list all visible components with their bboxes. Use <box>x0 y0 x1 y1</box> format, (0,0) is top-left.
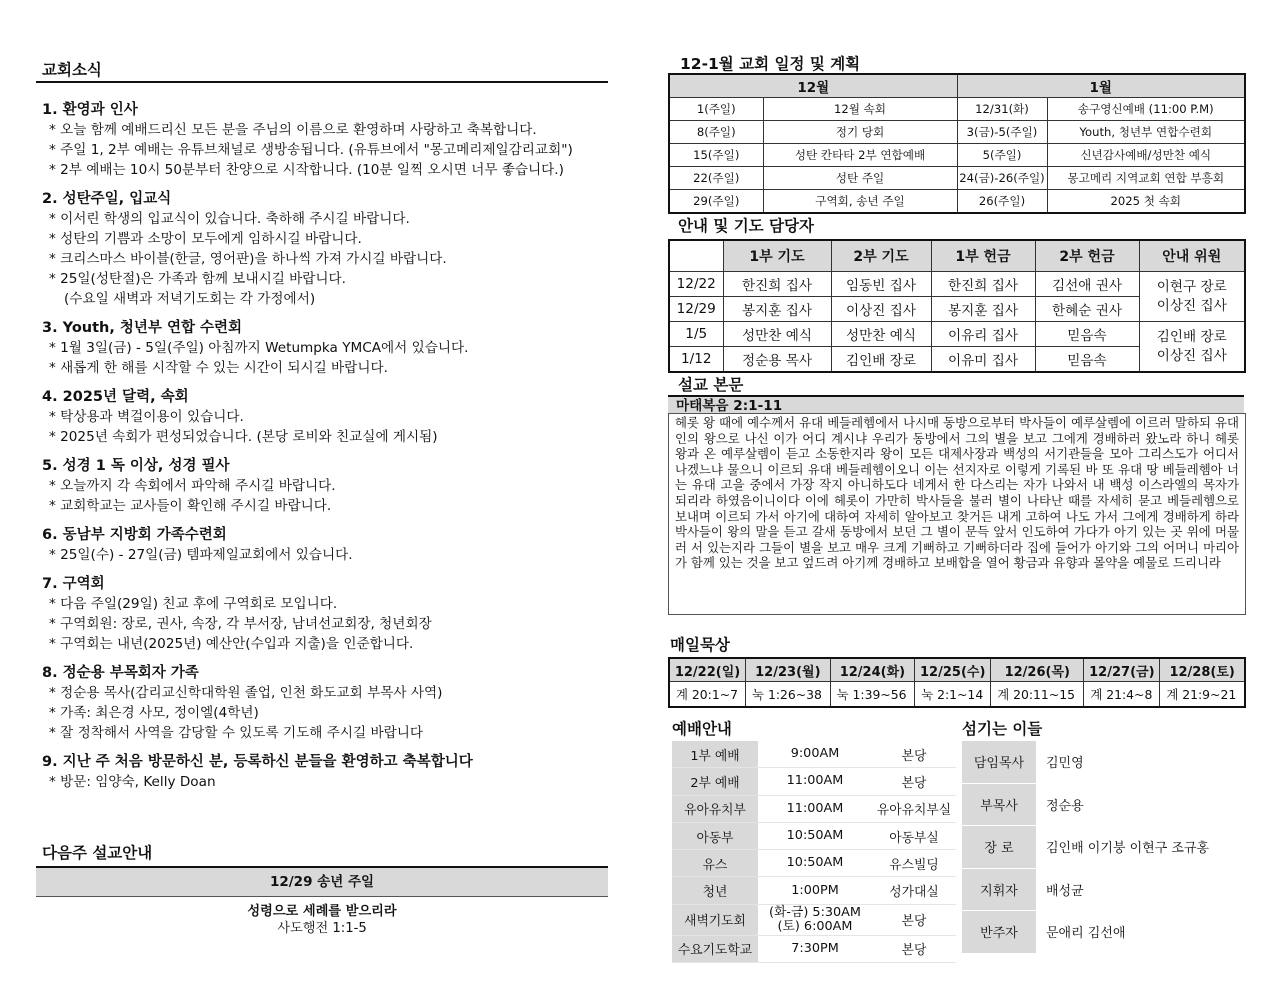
schedule-cell: 몽고메리 지역교회 연합 부흥회 <box>1047 167 1245 190</box>
schedule-cell: 신년감사예배/성만찬 예식 <box>1047 144 1245 167</box>
worship-name: 유스 <box>672 850 758 877</box>
schedule-cell: 송구영신예배 (11:00 P.M) <box>1047 98 1245 121</box>
news-section-line: * 주일 1, 2부 예배는 유튜브채널로 생방송됩니다. (유튜브에서 "몽고메리제일감리교회") <box>49 142 573 158</box>
prayer-cell: 12/22 <box>669 272 723 297</box>
prayer-cell: 이유리 집사 <box>931 322 1035 347</box>
news-section-heading: 9. 지난 주 처음 방문하신 분, 등록하신 분들을 환영하고 축복합니다 <box>42 754 473 770</box>
prayer-cell: 한혜순 권사 <box>1035 297 1139 322</box>
news-section-line: * 구역회는 내년(2025년) 예산안(수입과 지출)을 인준합니다. <box>49 636 414 652</box>
daily-table <box>668 657 1246 708</box>
worship-row <box>672 877 956 904</box>
news-title: 교회소식 <box>42 61 102 79</box>
prayer-cell: 김인배 장로 <box>831 347 931 373</box>
prayer-header-4: 2부 헌금 <box>1035 240 1139 272</box>
worship-row <box>672 904 956 935</box>
servants-row <box>962 826 1246 869</box>
daily-day: 12/25(수) <box>915 658 991 682</box>
news-section-line: * 2부 예배는 10시 50분부터 찬양으로 시작합니다. (10분 일찍 오시면 너무 좋습니다.) <box>49 162 564 178</box>
news-section <box>42 318 608 378</box>
daily-day: 12/28(토) <box>1160 658 1245 682</box>
next-sermon-passage: 사도행전 1:1-5 <box>277 921 367 936</box>
worship-name: 아동부 <box>672 822 758 849</box>
news-divider <box>36 81 608 83</box>
worship-time <box>758 935 872 962</box>
worship-time <box>758 768 872 795</box>
usher-name: 이상진 집사 <box>1156 347 1227 364</box>
worship-place: 성가대실 <box>872 877 956 904</box>
worship-place: 본당 <box>872 741 956 768</box>
worship-time-line: 11:00AM <box>786 800 844 816</box>
news-sections <box>42 100 608 801</box>
worship-row <box>672 795 956 822</box>
usher-name: 이상진 집사 <box>1156 297 1227 314</box>
prayer-header-row <box>669 240 1245 272</box>
news-section-line: * 25일(수) - 27일(금) 템파제일교회에서 있습니다. <box>49 547 353 563</box>
servants-row <box>962 868 1246 911</box>
news-section-line: * 1월 3일(금) - 5일(주일) 아침까지 Wetumpka YMCA에서 있습니다. <box>49 340 469 356</box>
daily-day: 12/26(목) <box>991 658 1084 682</box>
schedule-cell: Youth, 청년부 연합수련회 <box>1047 121 1245 144</box>
servant-role: 담임목사 <box>973 756 1025 772</box>
worship-place: 유스빌딩 <box>872 850 956 877</box>
daily-reading-row <box>669 682 1245 708</box>
servant-role: 장 로 <box>984 841 1014 857</box>
news-section <box>42 100 608 180</box>
worship-place: 유아유치부실 <box>872 795 956 822</box>
daily-header-row <box>669 658 1245 682</box>
daily-title: 매일묵상 <box>670 636 730 654</box>
prayer-header-date <box>669 240 723 272</box>
worship-time-line: 11:00AM <box>786 773 844 789</box>
schedule-row <box>669 144 1245 167</box>
prayer-cell: 한진희 집사 <box>723 272 831 297</box>
worship-row <box>672 850 956 877</box>
servants-row <box>962 911 1246 954</box>
news-section <box>42 387 608 447</box>
news-section-line: * 2025년 속회가 편성되었습니다. (본당 로비와 친교실에 게시됨) <box>49 429 438 445</box>
worship-time-line: 1:00PM <box>791 882 839 898</box>
servants-table <box>962 741 1246 954</box>
prayer-header-2: 2부 기도 <box>831 240 931 272</box>
worship-row <box>672 822 956 849</box>
schedule-title: 12-1월 교회 일정 및 계획 <box>680 55 861 73</box>
worship-name: 청년 <box>672 877 758 904</box>
worship-name: 2부 예배 <box>672 768 758 795</box>
daily-day: 12/22(일) <box>669 658 746 682</box>
news-section-heading: 1. 환영과 인사 <box>42 102 138 118</box>
schedule-row <box>669 190 1245 214</box>
news-section-line: * 크리스마스 바이블(한글, 영어판)을 하나씩 가져 가시길 바랍니다. <box>49 251 447 267</box>
prayer-cell: 한진희 집사 <box>931 272 1035 297</box>
schedule-cell: 12/31(화) <box>957 98 1047 121</box>
next-sermon-box <box>36 866 608 937</box>
sermon-reference: 마태복음 2:1-11 <box>668 395 1244 413</box>
prayer-header-5: 안내 위원 <box>1139 240 1245 272</box>
schedule-cell: 1(주일) <box>669 98 763 121</box>
news-section <box>42 663 608 743</box>
worship-time-line: (토) 6:00AM <box>777 918 853 934</box>
servants-row <box>962 783 1246 826</box>
news-section-line: * 오늘까지 각 속회에서 파악해 주시길 바랍니다. <box>49 478 336 494</box>
daily-day: 12/24(화) <box>830 658 915 682</box>
prayer-cell: 1/5 <box>669 322 723 347</box>
schedule-cell: 15(주일) <box>669 144 763 167</box>
schedule-cell: 29(주일) <box>669 190 763 214</box>
servant-role: 지휘자 <box>980 883 1018 899</box>
prayer-cell: 성만찬 예식 <box>723 322 831 347</box>
servant-names: 김인배 이기붕 이현구 조규홍 <box>1036 826 1246 869</box>
daily-reading: 눅 1:26~38 <box>746 682 831 708</box>
schedule-cell: 성탄 주일 <box>763 167 957 190</box>
worship-time <box>758 795 872 822</box>
servants-title: 섬기는 이들 <box>962 720 1043 738</box>
worship-time <box>758 904 872 935</box>
news-section <box>42 189 608 309</box>
news-section-heading: 5. 성경 1 독 이상, 성경 필사 <box>42 458 230 474</box>
prayer-header-1: 1부 기도 <box>723 240 831 272</box>
prayer-cell: 봉지훈 집사 <box>723 297 831 322</box>
prayer-cell: 김선애 권사 <box>1035 272 1139 297</box>
worship-time-line: 9:00AM <box>790 746 840 762</box>
schedule-header-row <box>669 74 1245 98</box>
worship-table <box>672 741 956 963</box>
schedule-cell: 성탄 칸타타 2부 연합예배 <box>763 144 957 167</box>
next-sermon-body <box>36 897 608 937</box>
daily-reading: 계 20:11~15 <box>991 682 1084 708</box>
next-sermon-sermon-title: 성령으로 세례를 받으리라 <box>247 904 397 919</box>
news-section-line: * 이서린 학생의 입교식이 있습니다. 축하해 주시길 바랍니다. <box>49 211 410 227</box>
schedule-table <box>668 73 1246 214</box>
news-section <box>42 525 608 565</box>
worship-time-line: 10:50AM <box>786 855 844 871</box>
worship-time <box>758 822 872 849</box>
servant-names: 정순용 <box>1036 783 1246 826</box>
worship-time-line: 10:50AM <box>786 828 844 844</box>
news-section-heading: 2. 성탄주일, 입교식 <box>42 191 172 207</box>
worship-place: 본당 <box>872 904 956 935</box>
worship-time <box>758 741 872 768</box>
news-section-heading: 7. 구역회 <box>42 576 105 592</box>
prayer-cell: 성만찬 예식 <box>831 322 931 347</box>
prayer-title: 안내 및 기도 담당자 <box>678 217 814 235</box>
prayer-cell: 12/29 <box>669 297 723 322</box>
schedule-cell: 8(주일) <box>669 121 763 144</box>
worship-row <box>672 768 956 795</box>
worship-time <box>758 877 872 904</box>
schedule-cell: 12월 속회 <box>763 98 957 121</box>
prayer-cell: 정순용 목사 <box>723 347 831 373</box>
news-section-line: * 25일(성탄절)은 가족과 함께 보내시길 바랍니다. <box>49 271 346 287</box>
news-section-line: * 성탄의 기쁨과 소망이 모두에게 임하시길 바랍니다. <box>49 231 362 247</box>
daily-reading: 계 21:4~8 <box>1084 682 1160 708</box>
news-section-line: * 탁상용과 벽걸이용이 있습니다. <box>49 409 244 425</box>
schedule-dec-header: 12월 <box>669 74 957 98</box>
schedule-cell: 정기 당회 <box>763 121 957 144</box>
prayer-cell: 이유미 집사 <box>931 347 1035 373</box>
worship-place: 본당 <box>872 768 956 795</box>
sermon-text: 헤롯 왕 때에 예수께서 유대 베들레헴에서 나시매 동방으로부터 박사들이 예루살렘에 이르러 말하되 유대인의 왕으로 나신 이가 어디 계시냐 우리가 동방에서 그의 별을 보고 그에게 경배하러 왔노라 하니 헤롯 왕과 온 예루살렘이 듣고 소동한지라 왕이 모든 대제사장과 백성의 서기관들을 모아 그리스도가 어디서 나겠느냐 물으니 이르되 유대 베들레헴이오니 이는 선지자로 이렇게 기록된 바 또 유대 땅 베들레헴아 너는 유대 고을 중에서 가장 작지 아니하도다 네게서 한 다스리는 자가 나와서 내 백성 이스라엘의 목자가 되리라 하였음이니이다 이에 헤롯이 가만히 박사들을 불러 별이 나타난 때를 자세히 묻고 베들레헴으로 보내며 이르되 가서 아기에 대하여 자세히 알아보고 찾거든 내게 고하여 나도 가서 그에게 경배하게 하라 박사들이 왕의 말을 듣고 갈새 동방에서 보던 그 별이 문득 앞서 인도하여 가다가 아기 있는 곳 위에 머물러 서 있는지라 그들이 별을 보고 매우 크게 기뻐하고 기뻐하더라 집에 들어가 아기와 그의 어머니 마리아가 함께 있는 것을 보고 엎드려 아기께 경배하고 보배합을 열어 황금과 유향과 몰약을 예물로 드리니라 <box>668 413 1246 615</box>
sermon-title: 설교 본문 <box>678 376 744 394</box>
news-section-heading: 8. 정순용 부목회자 가족 <box>42 665 199 681</box>
prayer-row <box>669 322 1245 347</box>
daily-reading: 계 20:1~7 <box>669 682 746 708</box>
schedule-cell: 22(주일) <box>669 167 763 190</box>
next-sermon-header: 12/29 송년 주일 <box>36 866 608 897</box>
news-section-line: (수요일 새벽과 저녁기도회는 각 가정에서) <box>64 291 316 307</box>
schedule-cell: 26(주일) <box>957 190 1047 214</box>
news-section-heading: 3. Youth, 청년부 연합 수련회 <box>42 320 243 336</box>
schedule-jan-header: 1월 <box>957 74 1245 98</box>
news-section-line: * 새롭게 한 해를 시작할 수 있는 시간이 되시길 바랍니다. <box>49 360 388 376</box>
news-section-line: * 정순용 목사(감리교신학대학원 졸업, 인천 화도교회 부목사 사역) <box>49 685 443 701</box>
prayer-header-3: 1부 헌금 <box>931 240 1035 272</box>
prayer-cell: 봉지훈 집사 <box>931 297 1035 322</box>
news-section-heading: 4. 2025년 달력, 속회 <box>42 389 189 405</box>
news-section-heading: 6. 동남부 지방회 가족수련회 <box>42 527 227 543</box>
prayer-cell: 믿음속 <box>1035 322 1139 347</box>
servant-names: 배성균 <box>1036 868 1246 911</box>
daily-reading: 눅 2:1~14 <box>915 682 991 708</box>
daily-day: 12/23(월) <box>746 658 831 682</box>
daily-reading: 눅 1:39~56 <box>830 682 915 708</box>
news-section-line: * 교회학교는 교사들이 확인해 주시길 바랍니다. <box>49 498 332 514</box>
prayer-table <box>668 239 1246 373</box>
news-section-line: * 오늘 함께 예배드리신 모든 분을 주님의 이름으로 환영하며 사랑하고 축복합니다. <box>49 122 537 138</box>
servant-role: 부목사 <box>980 798 1018 814</box>
right-column <box>668 0 1246 989</box>
servant-names: 김민영 <box>1036 741 1246 783</box>
worship-time-line: 7:30PM <box>791 940 839 956</box>
news-section-line: * 구역회원: 장로, 권사, 속장, 각 부서장, 남녀선교회장, 청년회장 <box>49 616 432 632</box>
prayer-cell: 1/12 <box>669 347 723 373</box>
usher-cell <box>1139 322 1245 373</box>
schedule-cell: 구역회, 송년 주일 <box>763 190 957 214</box>
worship-row <box>672 935 956 962</box>
worship-time-line: (화-금) 5:30AM <box>769 904 861 920</box>
news-section-line: * 가족: 최은경 사모, 정이엘(4학년) <box>49 705 259 721</box>
news-section <box>42 456 608 516</box>
usher-name: 이현구 장로 <box>1156 278 1227 295</box>
worship-name: 1부 예배 <box>672 741 758 768</box>
prayer-cell: 임동빈 집사 <box>831 272 931 297</box>
worship-row <box>672 741 956 768</box>
news-section-line: * 방문: 임양숙, Kelly Doan <box>49 774 216 790</box>
worship-place: 본당 <box>872 935 956 962</box>
worship-name: 새벽기도회 <box>672 904 758 935</box>
worship-name: 수요기도학교 <box>672 935 758 962</box>
daily-day: 12/27(금) <box>1084 658 1160 682</box>
schedule-row <box>669 98 1245 121</box>
usher-cell <box>1139 272 1245 322</box>
news-section-line: * 다음 주일(29일) 친교 후에 구역회로 모입니다. <box>49 596 338 612</box>
prayer-cell: 믿음속 <box>1035 347 1139 373</box>
news-section <box>42 752 608 792</box>
prayer-row <box>669 272 1245 297</box>
schedule-cell: 3(금)-5(주일) <box>957 121 1047 144</box>
schedule-cell: 2025 첫 속회 <box>1047 190 1245 214</box>
worship-name: 유아유치부 <box>672 795 758 822</box>
schedule-cell: 5(주일) <box>957 144 1047 167</box>
servant-names: 문애리 김선애 <box>1036 911 1246 954</box>
prayer-cell: 이상진 집사 <box>831 297 931 322</box>
worship-title: 예배안내 <box>672 720 732 738</box>
worship-time <box>758 850 872 877</box>
daily-reading: 계 21:9~21 <box>1160 682 1245 708</box>
servants-row <box>962 741 1246 783</box>
worship-place: 아동부실 <box>872 822 956 849</box>
schedule-row <box>669 167 1245 190</box>
schedule-row <box>669 121 1245 144</box>
schedule-cell: 24(금)-26(주일) <box>957 167 1047 190</box>
news-section-line: * 잘 정착해서 사역을 감당할 수 있도록 기도해 주시길 바랍니다 <box>49 725 423 741</box>
servant-role: 반주자 <box>980 926 1018 942</box>
usher-name: 김인배 장로 <box>1156 328 1227 345</box>
next-sermon-title: 다음주 설교안내 <box>42 844 153 862</box>
news-section <box>42 574 608 654</box>
